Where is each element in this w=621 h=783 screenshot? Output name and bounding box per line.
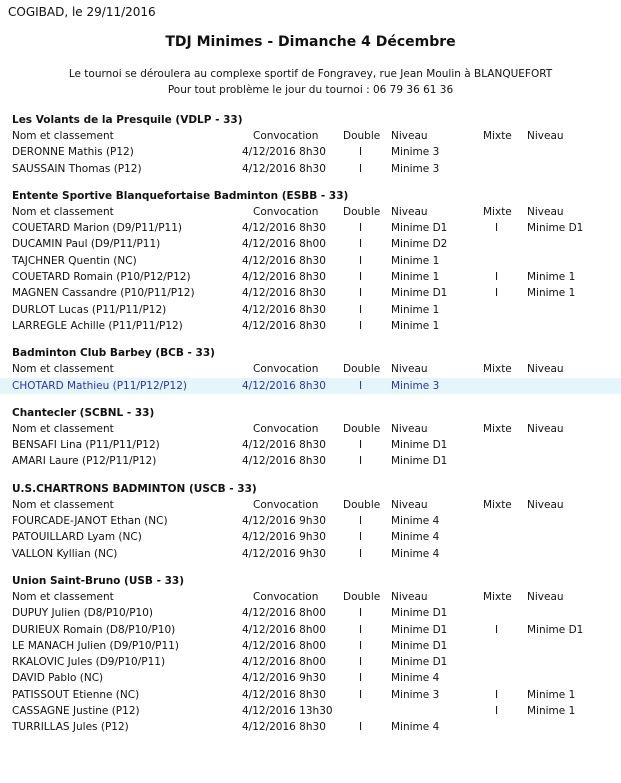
player-convocation: 4/12/2016 8h00	[242, 607, 326, 620]
player-convocation: 4/12/2016 13h30	[242, 705, 333, 718]
player-niveau: Minime 1	[391, 271, 440, 284]
player-row	[0, 285, 621, 301]
column-header-niveau: Niveau	[391, 363, 428, 376]
intro-venue: Le tournoi se déroulera au complexe sportif de Fongravey, rue Jean Moulin à BLANQUEFORT	[68, 68, 553, 80]
player-niveau: Minime D1	[391, 287, 448, 300]
page-title: TDJ Minimes - Dimanche 4 Décembre	[165, 34, 456, 50]
player-double: I	[359, 303, 363, 316]
player-convocation: 4/12/2016 8h30	[242, 287, 326, 300]
player-double: I	[359, 721, 363, 734]
player-mixte: I	[495, 705, 499, 718]
player-niveau: Minime 4	[391, 515, 440, 528]
player-niveau: Minime D1	[391, 656, 448, 669]
player-mixte: I	[495, 287, 499, 300]
player-row	[0, 719, 621, 735]
player-double: I	[359, 688, 363, 701]
player-double: I	[359, 515, 363, 528]
column-header-double: Double	[343, 130, 381, 142]
player-convocation: 4/12/2016 8h30	[242, 721, 326, 734]
player-convocation: 4/12/2016 8h30	[242, 222, 326, 235]
column-header-mixte: Mixte	[483, 498, 512, 511]
player-niveau: Minime 1	[391, 254, 440, 267]
player-row	[0, 253, 621, 269]
column-header-niveau: Niveau	[391, 205, 428, 218]
column-header-niveau-mixte: Niveau	[527, 498, 564, 511]
player-niveau: Minime D2	[391, 238, 448, 251]
player-name: DURIEUX Romain (D8/P10/P10)	[12, 623, 176, 636]
player-double: I	[359, 623, 363, 636]
player-name: PATOUILLARD Lyam (NC)	[12, 531, 142, 544]
player-mixte: I	[495, 688, 499, 701]
column-header-name: Nom et classement	[12, 130, 114, 142]
player-name: MAGNEN Cassandre (P10/P11/P12)	[12, 287, 195, 300]
document-header-line: COGIBAD, le 29/11/2016	[8, 5, 156, 19]
column-header-mixte: Mixte	[483, 590, 512, 603]
column-header-niveau: Niveau	[391, 130, 428, 142]
column-header-mixte: Mixte	[483, 363, 512, 376]
player-convocation: 4/12/2016 8h00	[242, 623, 326, 636]
player-name: LARREGLE Achille (P11/P11/P12)	[12, 319, 183, 332]
column-header-double: Double	[343, 498, 381, 511]
player-double: I	[359, 672, 363, 685]
column-header-row	[0, 421, 621, 437]
player-name: PATISSOUT Etienne (NC)	[12, 688, 140, 701]
player-row	[0, 529, 621, 545]
player-name: DAVID Pablo (NC)	[12, 672, 104, 685]
player-double: I	[359, 656, 363, 669]
player-convocation: 4/12/2016 8h30	[242, 439, 326, 452]
club-name: Entente Sportive Blanquefortaise Badminton (ESBB - 33)	[12, 189, 349, 202]
player-double: I	[359, 146, 363, 159]
player-name: AMARI Laure (P12/P11/P12)	[12, 455, 157, 468]
player-convocation: 4/12/2016 8h30	[242, 146, 326, 159]
player-row	[0, 220, 621, 236]
player-niveau-mixte: Minime 1	[527, 287, 576, 300]
column-header-convocation: Convocation	[253, 205, 319, 218]
column-header-double: Double	[343, 590, 381, 603]
player-double: I	[359, 547, 363, 560]
column-header-niveau-mixte: Niveau	[527, 363, 564, 376]
club-name: Les Volants de la Presquile (VDLP - 33)	[12, 114, 243, 126]
player-niveau: Minime 4	[391, 721, 440, 734]
player-niveau: Minime 3	[391, 146, 440, 159]
player-name: COUETARD Romain (P10/P12/P12)	[12, 271, 191, 284]
player-niveau-mixte: Minime 1	[527, 688, 576, 701]
player-niveau-mixte: Minime 1	[527, 271, 576, 284]
column-header-niveau-mixte: Niveau	[527, 590, 564, 603]
player-row	[0, 605, 621, 621]
player-name: TAJCHNER Quentin (NC)	[12, 254, 137, 267]
player-mixte: I	[495, 222, 499, 235]
column-header-name: Nom et classement	[12, 363, 114, 376]
column-header-niveau: Niveau	[391, 498, 428, 511]
column-header-convocation: Convocation	[253, 422, 319, 435]
player-double: I	[359, 319, 363, 332]
column-header-niveau: Niveau	[391, 590, 428, 603]
player-convocation: 4/12/2016 8h30	[242, 455, 326, 468]
player-row	[0, 144, 621, 160]
column-header-convocation: Convocation	[253, 590, 319, 603]
player-name: DUPUY Julien (D8/P10/P10)	[12, 607, 153, 620]
player-name: DURLOT Lucas (P11/P11/P12)	[12, 303, 167, 316]
player-niveau: Minime 3	[391, 688, 440, 701]
player-niveau-mixte: Minime 1	[527, 705, 576, 718]
player-mixte: I	[495, 623, 499, 636]
column-header-name: Nom et classement	[12, 205, 114, 218]
column-header-convocation: Convocation	[253, 498, 319, 511]
player-niveau: Minime D1	[391, 607, 448, 620]
player-niveau-mixte: Minime D1	[527, 623, 584, 636]
player-double: I	[359, 254, 363, 267]
player-convocation: 4/12/2016 9h30	[242, 547, 326, 560]
club-name: Union Saint-Bruno (USB - 33)	[12, 574, 185, 587]
club-section	[0, 112, 621, 177]
intro-contact: Pour tout problème le jour du tournoi : 06 79 36 61 36	[167, 84, 454, 96]
player-convocation: 4/12/2016 9h30	[242, 515, 326, 528]
player-convocation: 4/12/2016 8h00	[242, 238, 326, 251]
player-niveau: Minime 3	[391, 379, 440, 392]
club-section	[0, 188, 621, 334]
player-row	[0, 638, 621, 654]
player-niveau: Minime D1	[391, 639, 448, 652]
column-header-row	[0, 204, 621, 220]
player-double: I	[359, 455, 363, 468]
player-convocation: 4/12/2016 9h30	[242, 531, 326, 544]
player-niveau: Minime 4	[391, 672, 440, 685]
column-header-double: Double	[343, 363, 381, 376]
player-niveau: Minime 1	[391, 319, 440, 332]
column-header-niveau: Niveau	[391, 422, 428, 435]
player-row	[0, 269, 621, 285]
club-section	[0, 573, 621, 736]
player-name: RKALOVIC Jules (D9/P10/P11)	[12, 656, 166, 669]
player-name: BENSAFI Lina (P11/P11/P12)	[12, 439, 160, 452]
column-header-convocation: Convocation	[253, 130, 319, 142]
column-header-convocation: Convocation	[253, 363, 319, 376]
player-name: COUETARD Marion (D9/P11/P11)	[12, 222, 182, 235]
player-convocation: 4/12/2016 9h30	[242, 672, 326, 685]
column-header-niveau-mixte: Niveau	[527, 130, 564, 142]
column-header-double: Double	[343, 205, 381, 218]
player-row	[0, 513, 621, 529]
player-convocation: 4/12/2016 8h30	[242, 303, 326, 316]
column-header-row	[0, 128, 621, 144]
player-niveau: Minime 1	[391, 303, 440, 316]
player-double: I	[359, 222, 363, 235]
player-row	[0, 453, 621, 469]
player-name: DERONNE Mathis (P12)	[12, 146, 134, 159]
player-row	[0, 654, 621, 670]
player-name: SAUSSAIN Thomas (P12)	[12, 162, 142, 175]
player-niveau: Minime 4	[391, 547, 440, 560]
player-convocation: 4/12/2016 8h30	[242, 379, 326, 392]
player-niveau: Minime D1	[391, 222, 448, 235]
player-row	[0, 161, 621, 177]
column-header-niveau-mixte: Niveau	[527, 422, 564, 435]
player-convocation: 4/12/2016 8h30	[242, 319, 326, 332]
player-convocation: 4/12/2016 8h30	[242, 271, 326, 284]
player-double: I	[359, 238, 363, 251]
player-double: I	[359, 439, 363, 452]
player-row	[0, 687, 621, 703]
player-name: CHOTARD Mathieu (P11/P12/P12)	[12, 379, 187, 392]
player-name: LE MANACH Julien (D9/P10/P11)	[12, 639, 179, 652]
player-niveau-mixte: Minime D1	[527, 222, 584, 235]
column-header-name: Nom et classement	[12, 422, 114, 435]
club-name: Chantecler (SCBNL - 33)	[12, 406, 155, 419]
column-header-double: Double	[343, 422, 381, 435]
player-convocation: 4/12/2016 8h00	[242, 639, 326, 652]
club-name: U.S.CHARTRONS BADMINTON (USCB - 33)	[12, 482, 257, 495]
player-niveau: Minime D1	[391, 439, 448, 452]
player-name: FOURCADE-JANOT Ethan (NC)	[12, 515, 168, 528]
player-convocation: 4/12/2016 8h30	[242, 688, 326, 701]
player-name: VALLON Kyllian (NC)	[12, 547, 118, 560]
player-row	[0, 622, 621, 638]
column-header-row	[0, 589, 621, 605]
player-convocation: 4/12/2016 8h30	[242, 162, 326, 175]
player-double: I	[359, 271, 363, 284]
player-row	[0, 546, 621, 562]
player-convocation: 4/12/2016 8h30	[242, 254, 326, 267]
player-row	[0, 703, 621, 719]
player-niveau: Minime D1	[391, 455, 448, 468]
player-name: CASSAGNE Justine (P12)	[12, 705, 140, 718]
club-section	[0, 405, 621, 470]
player-double: I	[359, 607, 363, 620]
player-niveau: Minime 4	[391, 531, 440, 544]
player-niveau: Minime 3	[391, 162, 440, 175]
player-row	[0, 236, 621, 252]
column-header-name: Nom et classement	[12, 590, 114, 603]
player-row	[0, 670, 621, 686]
player-convocation: 4/12/2016 8h00	[242, 656, 326, 669]
player-name: TURRILLAS Jules (P12)	[12, 721, 129, 734]
player-niveau: Minime D1	[391, 623, 448, 636]
column-header-niveau-mixte: Niveau	[527, 205, 564, 218]
column-header-mixte: Mixte	[483, 130, 512, 142]
player-double: I	[359, 379, 363, 392]
player-row	[0, 318, 621, 334]
column-header-row	[0, 361, 621, 377]
player-row	[0, 437, 621, 453]
club-section	[0, 481, 621, 562]
club-list	[0, 112, 621, 747]
player-name: DUCAMIN Paul (D9/P11/P11)	[12, 238, 161, 251]
player-mixte: I	[495, 271, 499, 284]
column-header-mixte: Mixte	[483, 205, 512, 218]
player-double: I	[359, 531, 363, 544]
player-row	[0, 378, 621, 394]
player-row	[0, 302, 621, 318]
column-header-name: Nom et classement	[12, 498, 114, 511]
player-double: I	[359, 162, 363, 175]
player-double: I	[359, 287, 363, 300]
club-name: Badminton Club Barbey (BCB - 33)	[12, 347, 215, 360]
club-section	[0, 345, 621, 394]
column-header-mixte: Mixte	[483, 422, 512, 435]
player-double: I	[359, 639, 363, 652]
column-header-row	[0, 497, 621, 513]
